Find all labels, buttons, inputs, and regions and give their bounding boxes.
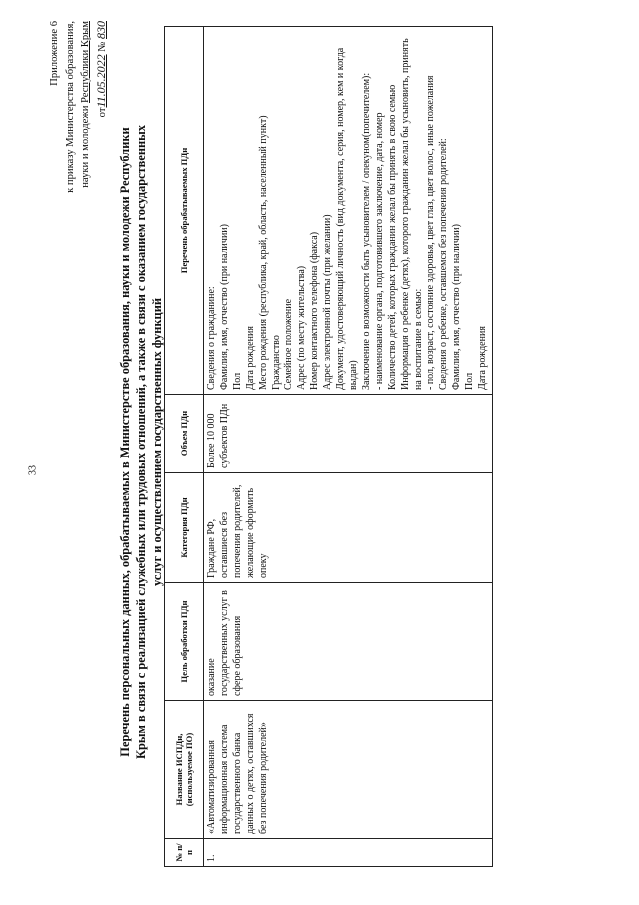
pd-item: Сведения о гражданине:: [206, 286, 217, 390]
pd-item: Адрес электронной почты (при желании): [322, 214, 334, 390]
pd-item: Номер контактного телефона (факса): [309, 231, 321, 390]
appendix-date-prefix: от: [96, 107, 108, 118]
appendix-line-3-a: науки и молодежи: [80, 102, 91, 188]
pd-item: Информация о ребенке (детях), которого гражданин желал бы усыновить, принять на воспитание в семью:: [399, 38, 424, 390]
rotated-page: [47, 21, 637, 867]
appendix-number: 830: [93, 21, 108, 39]
appendix-line-1: Приложение 6: [49, 21, 60, 86]
table-header-row: [165, 27, 204, 867]
pd-item: Фамилия, имя, отчество (при наличии): [218, 224, 230, 390]
pd-item: - пол, возраст, состояние здоровья, цвет глаз, цвет волос, иные пожелания: [425, 75, 437, 390]
appendix-line-3: [78, 21, 94, 311]
pd-item: Семейное положение: [283, 298, 295, 390]
appendix-date: 11.05.2022: [93, 54, 108, 108]
title-line-1: Перечень персональных данных, обрабатываемых в Министерстве образования, науки и молодежи Республики: [118, 127, 132, 757]
cell-pd-list: [204, 27, 493, 395]
header-purpose: Цель обработки ПДн: [165, 583, 204, 701]
appendix-number-label: №: [96, 39, 108, 55]
cell-number: 1.: [204, 839, 493, 867]
header-pd-list: Перечень обрабатываемых ПДн: [165, 27, 204, 395]
header-category: Категория ПДн: [165, 473, 204, 583]
pd-item: Пол: [464, 372, 476, 390]
cell-system-name: «Автоматизированная информационная система государственного банка данных о детях, оставшихся без попечения родителей»: [204, 701, 493, 839]
cell-purpose: оказание государственных услуг в сфере образования: [204, 583, 493, 701]
header-volume: Объем ПДн: [165, 395, 204, 473]
pd-item: Дата рождения: [477, 326, 489, 390]
cell-category: Граждане РФ, оставшиеся без попечения родителей, желающие оформить опеку: [204, 473, 493, 583]
appendix-block: [47, 21, 110, 311]
header-system-name: Название ИСПДн, (используемое ПО): [165, 701, 204, 839]
pd-item: Заключение о возможности быть усыновителем / опекуном(попечителем):: [360, 72, 372, 390]
pd-item: Адрес (по месту жительства): [296, 265, 308, 390]
page-number: 33: [27, 465, 39, 475]
pd-table: [164, 26, 493, 867]
appendix-date-line: [94, 21, 111, 311]
appendix-line-3-b: Республики Крым: [80, 21, 91, 103]
cell-volume: Более 10 000 субъектов ПДн: [204, 395, 493, 473]
appendix-line-2: к приказу Министерства образования,: [64, 21, 76, 193]
pd-item: Дата рождения: [244, 326, 256, 390]
pd-item: Гражданство: [270, 335, 282, 390]
title-line-2: Крым в связи с реализацией служебных или трудовых отношений, а также в связи с оказанием государственных: [134, 124, 148, 760]
title-line-3: услуг и осуществлением государственных функций: [150, 298, 164, 586]
table-row: [204, 27, 493, 867]
pd-item: Сведения о ребенке, оставшемся без попечения родителей:: [438, 138, 450, 390]
document-title: [117, 27, 165, 857]
pd-item: Место рождения (республика, край, область, населенный пункт): [257, 115, 269, 390]
pd-item: Документ, удостоверяющий личность (вид документа, серия, номер, кем и когда выдан): [335, 47, 359, 390]
pd-item: Пол: [231, 372, 243, 390]
pd-item: - наименование органа, подготовившего заключение, дата, номер: [373, 112, 385, 390]
pd-item: Количество детей, которых гражданин желал бы принять в свою семью: [386, 84, 398, 390]
header-number: № п/п: [165, 839, 204, 867]
pd-item: Фамилия, имя, отчество (при наличии): [451, 224, 463, 390]
